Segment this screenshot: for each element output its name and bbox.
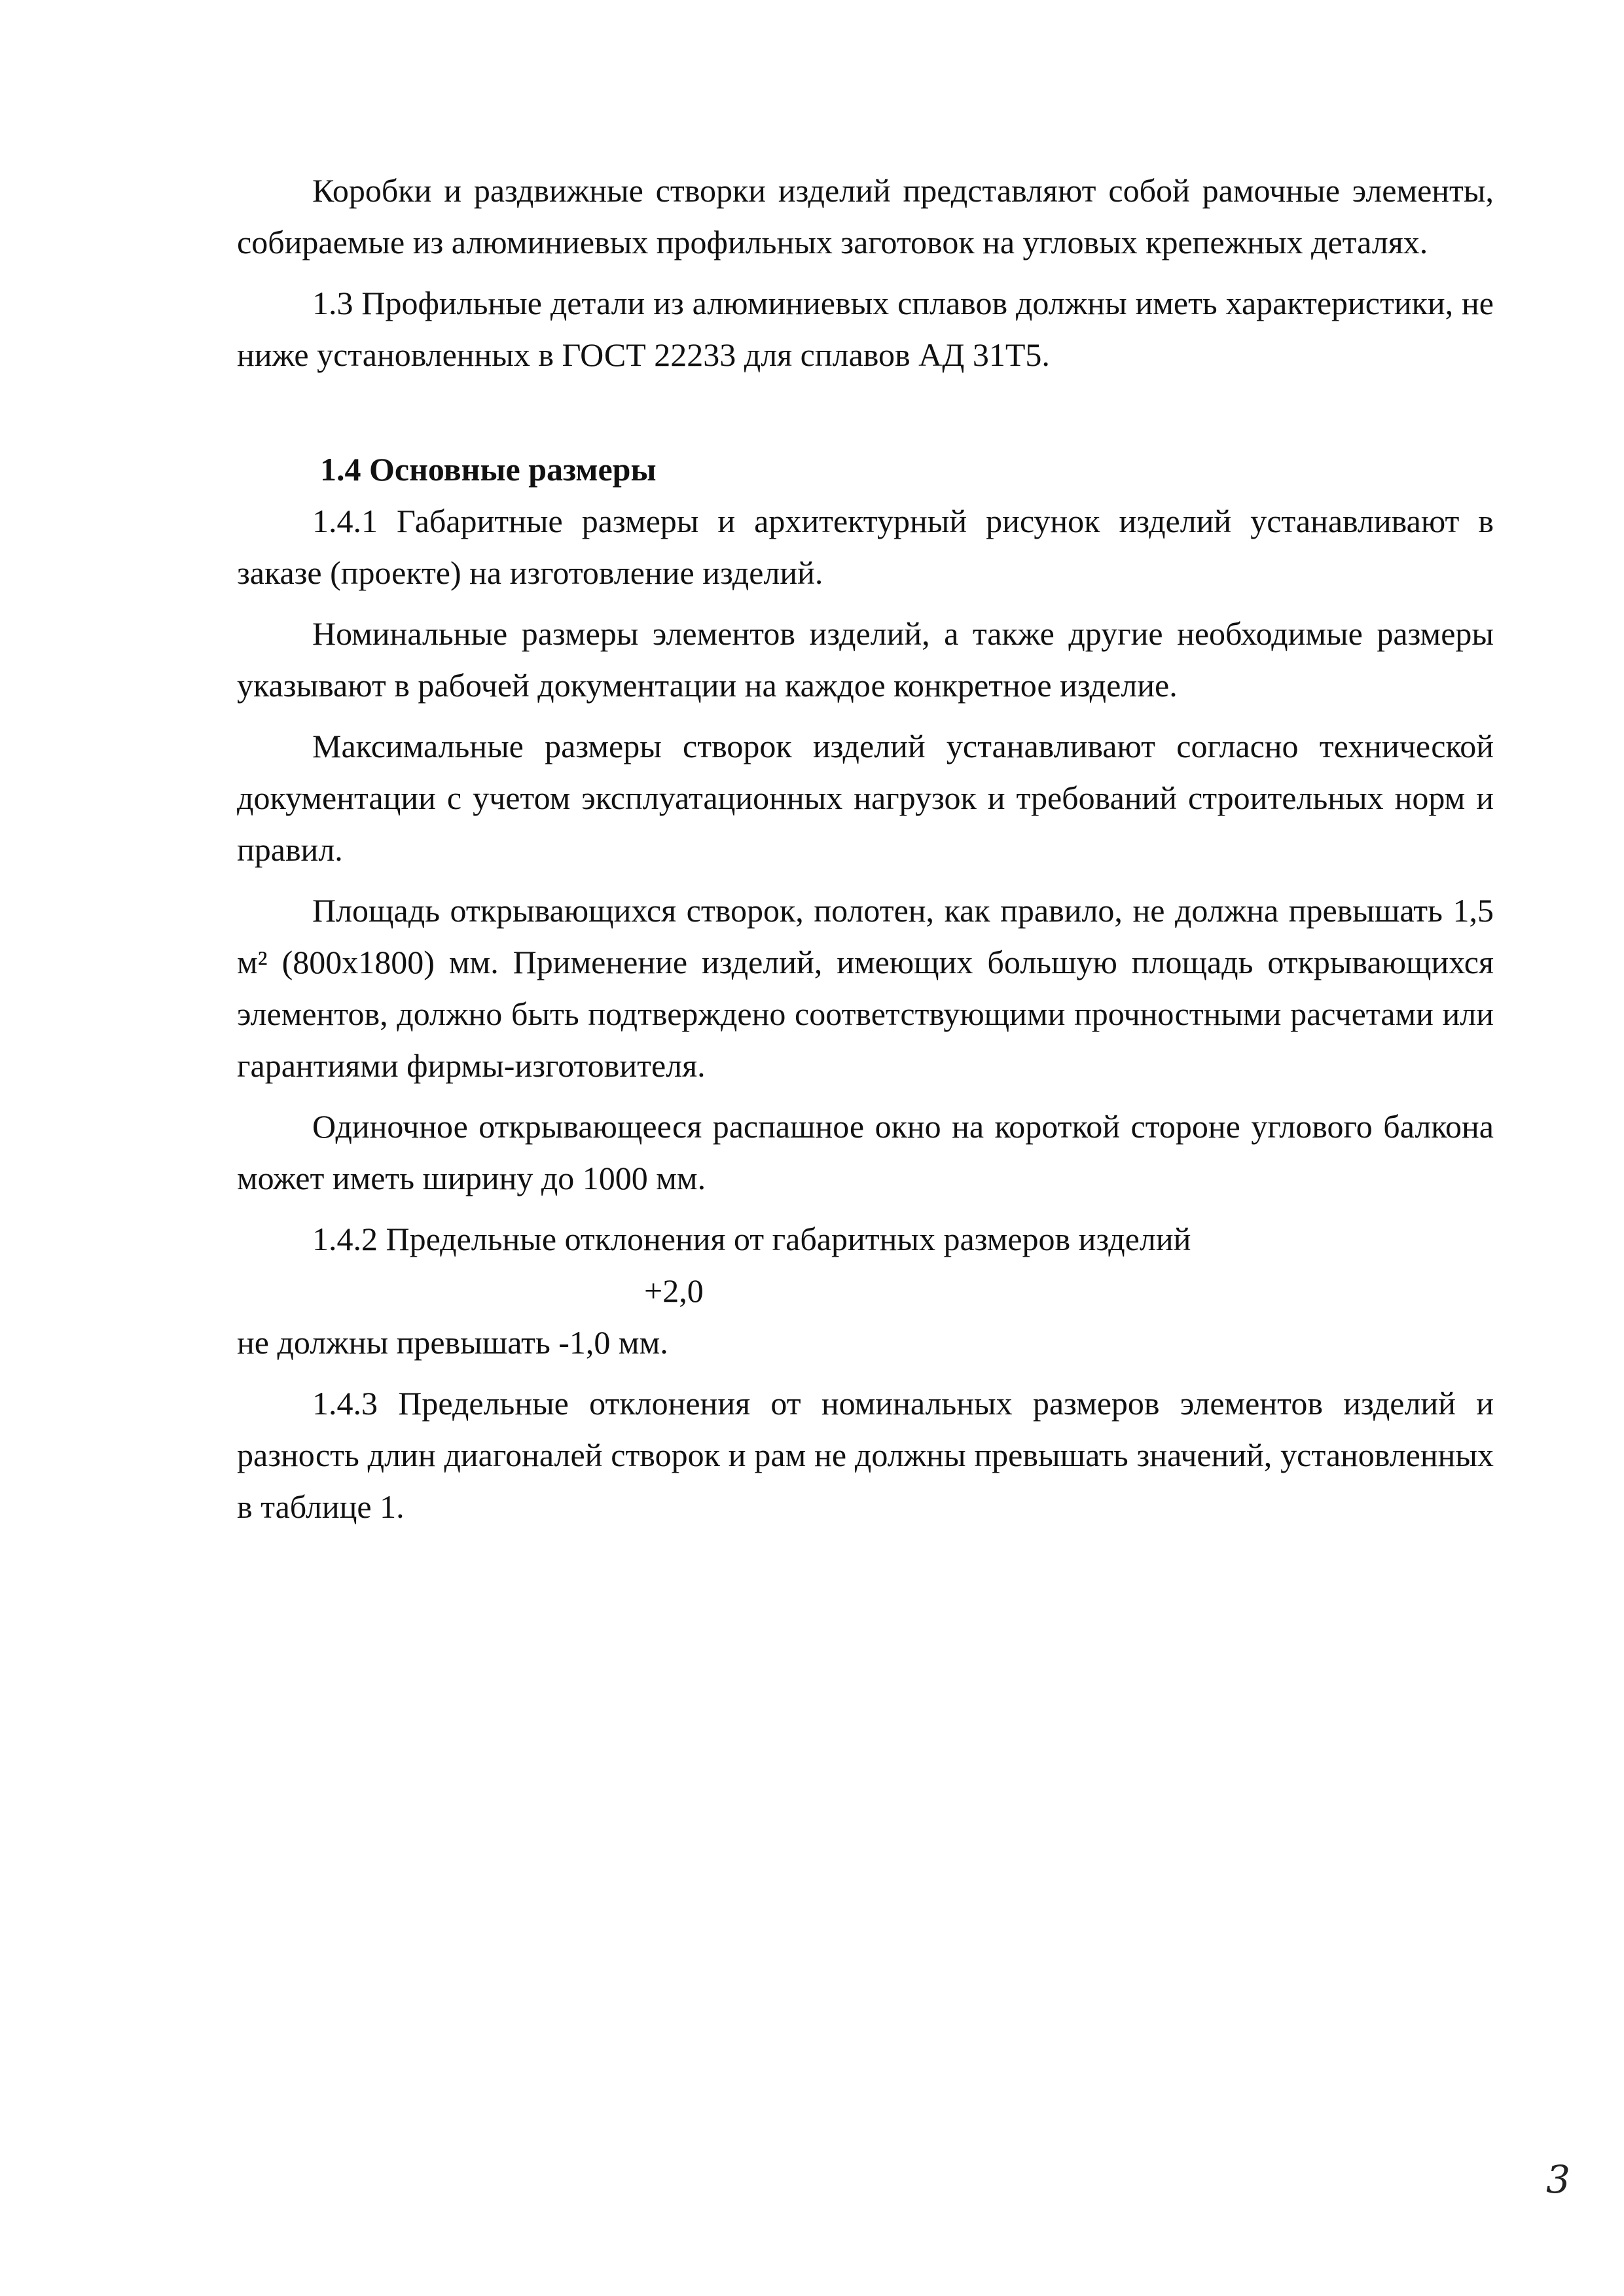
page-number: 3 <box>1546 2157 1570 2202</box>
paragraph-max-sizes: Максимальные размеры створок изделий устанавливают согласно технической документации с учетом эксплуатационных нагрузок и требований строительных норм и правил. <box>237 728 1494 868</box>
paragraph-1-3: 1.3 Профильные детали из алюминиевых сплавов должны иметь характеристики, не ниже установленных в ГОСТ 22233 для сплавов АД 31Т5. <box>237 285 1494 373</box>
tolerance-lower-line: не должны превышать -1,0 мм. <box>237 1324 668 1361</box>
spacer <box>237 1092 1494 1101</box>
paragraph-frames: Коробки и раздвижные створки изделий представляют собой рамочные элементы, собираемые из алюминиевых профильных заготовок на угловых крепежных деталях. <box>237 172 1494 260</box>
spacer <box>237 381 1494 444</box>
tolerance-line: 1.4.2 Предельные отклонения от габаритных размеров изделий <box>312 1221 1191 1257</box>
spacer <box>237 711 1494 721</box>
spacer <box>237 1204 1494 1213</box>
spacer <box>237 1369 1494 1378</box>
spacer <box>237 599 1494 608</box>
paragraph-single-window: Одиночное открывающееся распашное окно на короткой стороне углового балкона может иметь ширину до 1000 мм. <box>237 1108 1494 1196</box>
spacer <box>237 268 1494 278</box>
paragraph-1-4-3: 1.4.3 Предельные отклонения от номинальных размеров элементов изделий и разность длин диагоналей створок и рам не должны превышать значений, установленных в таблице 1. <box>237 1385 1494 1525</box>
section-heading: 1.4 Основные размеры <box>320 451 657 488</box>
paragraph-nominal-sizes: Номинальные размеры элементов изделий, а также другие необходимые размеры указывают в рабочей документации на каждое конкретное изделие. <box>237 615 1494 704</box>
spacer <box>237 876 1494 885</box>
paragraph-1-4-1: 1.4.1 Габаритные размеры и архитектурный рисунок изделий устанавливают в заказе (проекте) на изготовление изделий. <box>237 503 1494 591</box>
paragraph-1-4-2 <box>237 1213 1494 1369</box>
document-body <box>237 165 1494 1533</box>
paragraph-area: Площадь открывающихся створок, полотен, как правило, не должна превышать 1,5 м² (800x1800) мм. Применение изделий, имеющих большую площадь открывающихся элементов, должно быть подтверждено соответствующими прочностными расчетами или гарантиями фирмы-изготовителя. <box>237 892 1494 1084</box>
tolerance-upper-value: +2,0 <box>644 1272 704 1309</box>
